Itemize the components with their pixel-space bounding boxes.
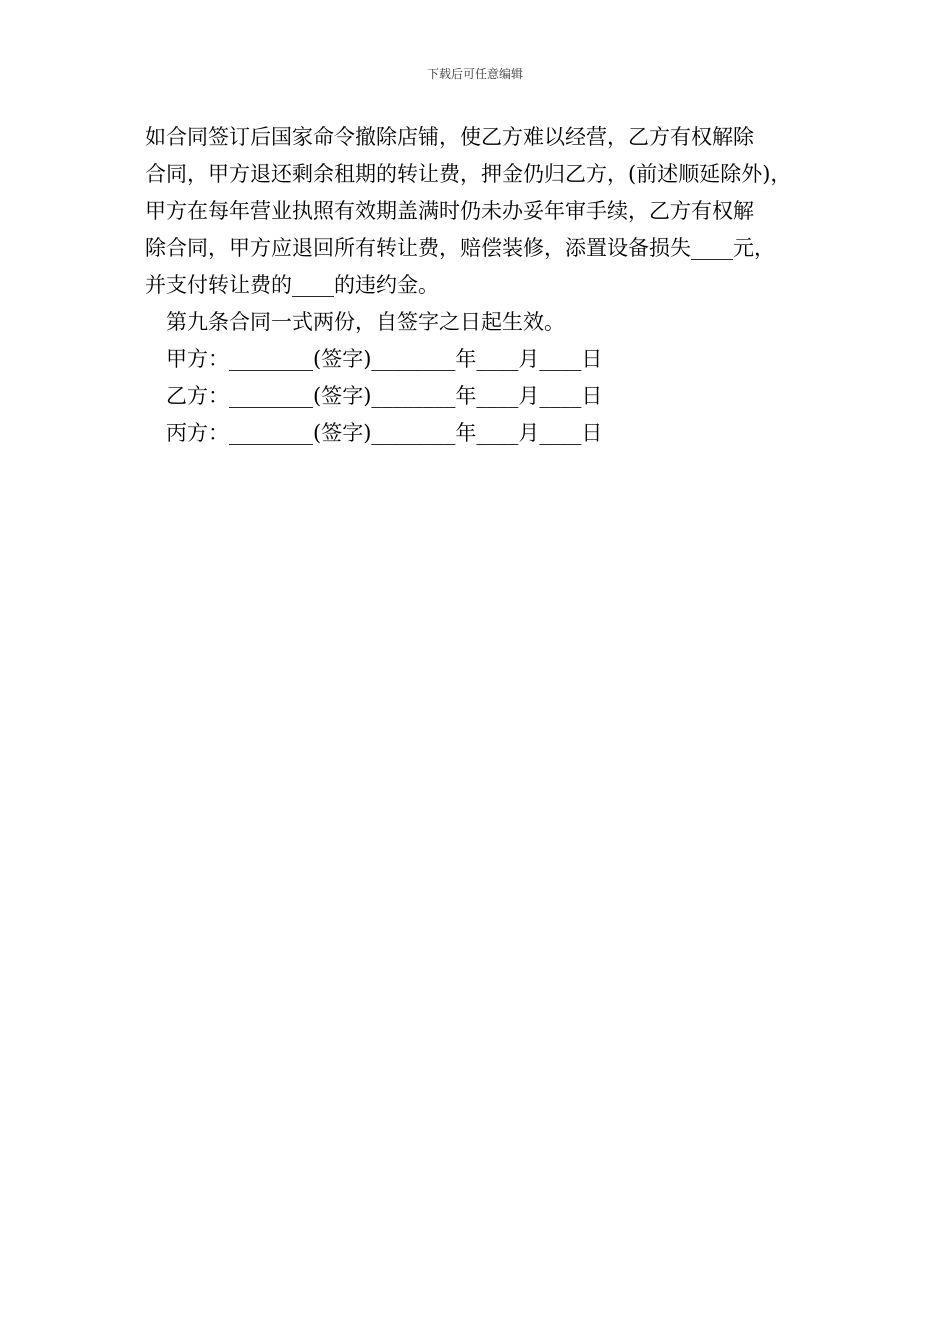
signature-line-party-a: 甲方：________(签字)________年____月____日	[166, 347, 603, 371]
page-header: 下载后可任意编辑	[426, 67, 523, 81]
document-body	[145, 119, 825, 452]
clause-9: 第九条合同一式两份，自签字之日起生效。	[166, 310, 565, 334]
paragraph-line-1: 如合同签订后国家命令撤除店铺，使乙方难以经营，乙方有权解除	[145, 125, 754, 149]
paragraph-line-4: 除合同，甲方应退回所有转让费，赔偿装修，添置设备损失____元，	[145, 236, 775, 260]
signature-line-party-c: 丙方：________(签字)________年____月____日	[166, 421, 603, 445]
paragraph-line-2: 合同，甲方退还剩余租期的转让费，押金仍归乙方，(前述顺延除外)，	[145, 162, 792, 186]
signature-line-party-b: 乙方：________(签字)________年____月____日	[166, 384, 603, 408]
paragraph-line-5: 并支付转让费的____的违约金。	[145, 273, 439, 297]
paragraph-line-3: 甲方在每年营业执照有效期盖满时仍未办妥年审手续，乙方有权解	[145, 199, 754, 223]
